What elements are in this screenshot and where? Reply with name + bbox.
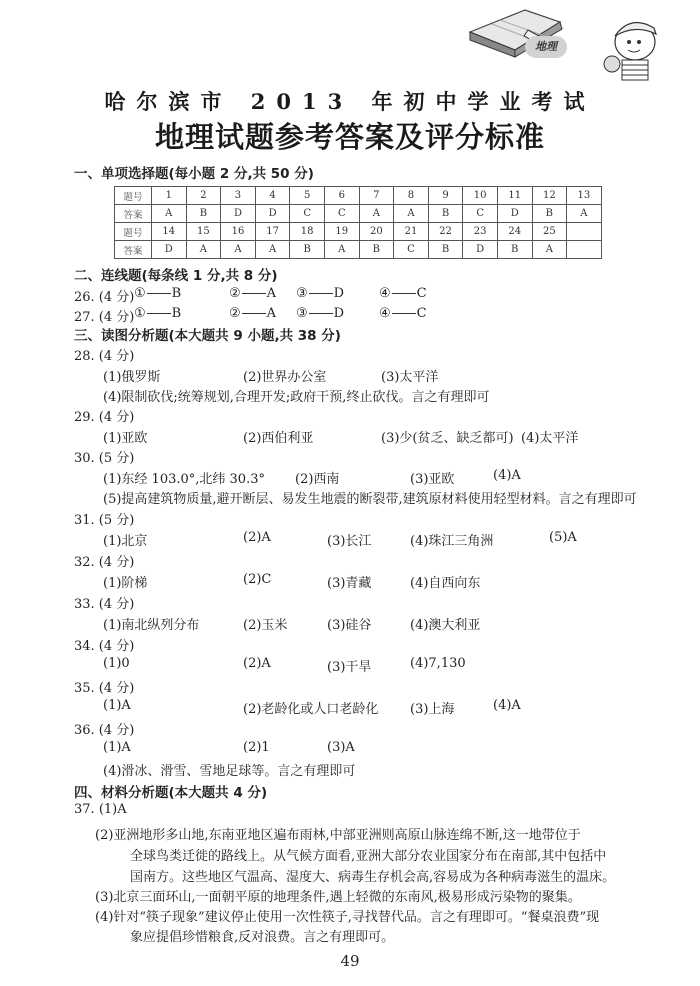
question-number: 22: [428, 223, 463, 241]
answer-4: (4)澳大利亚: [410, 618, 481, 633]
match-pair: ④ C: [379, 306, 427, 321]
answer-cell: B: [428, 205, 463, 223]
question-number: 17: [255, 223, 290, 241]
answer-cell: A: [532, 241, 567, 259]
answer-cell: A: [394, 205, 429, 223]
question-number: 10: [463, 187, 498, 205]
section-3-heading: 三、读图分析题(本大题共 9 小题,共 38 分): [74, 328, 341, 344]
question-number: 14: [152, 223, 187, 241]
answer-1: (1)0: [103, 656, 130, 671]
q31-label: 31. (5 分): [74, 513, 135, 528]
row-label: 答案: [115, 205, 152, 223]
q36-label: 36. (4 分): [74, 723, 135, 738]
question-number: 18: [290, 223, 325, 241]
answer-4: (4)A: [493, 698, 521, 713]
answer-cell: A: [567, 205, 602, 223]
answer-4: (4)7,130: [410, 656, 466, 671]
q30-answer-5: (5)提高建筑物质量,避开断层、易发生地震的断裂带,建筑原材料使用轻型材料。言之有理即可: [103, 492, 637, 507]
question-number: 25: [532, 223, 567, 241]
match-pair: ③ D: [296, 286, 345, 301]
answer-2: (2)1: [243, 740, 270, 755]
answer-cell: A: [255, 241, 290, 259]
question-number: 5: [290, 187, 325, 205]
answer-3: (3)少(贫乏、缺乏都可): [381, 431, 514, 446]
answer-2: (2)玉米: [243, 618, 288, 633]
question-number: 20: [359, 223, 394, 241]
connector-line: [309, 293, 333, 294]
exam-title: 哈尔滨市 2013 年初中学业考试: [104, 89, 596, 114]
answer-cell: A: [152, 205, 187, 223]
answer-cell: D: [463, 241, 498, 259]
table-row-answers-2: [115, 241, 602, 259]
question-number: 7: [359, 187, 394, 205]
connector-line: [309, 313, 333, 314]
q30-label: 30. (5 分): [74, 451, 135, 466]
answer-2: (2)老龄化或人口老龄化: [243, 702, 379, 717]
question-label: 26. (4 分): [74, 290, 135, 305]
answer-cell: B: [186, 205, 221, 223]
q35-label: 35. (4 分): [74, 681, 135, 696]
q36-answer-4: (4)滑冰、滑雪、雪地足球等。言之有理即可: [103, 764, 356, 779]
answer-cell: B: [497, 241, 532, 259]
empty-cell: [567, 241, 602, 259]
answer-cell: D: [255, 205, 290, 223]
q37-answer-3: (3)北京三面环山,一面朝平原的地理条件,遇上轻微的东南风,极易形成污染物的聚集。: [95, 890, 581, 905]
connector-line: [392, 293, 416, 294]
connector-line: [242, 313, 266, 314]
q37-answer-4-line-2: 象应提倡珍惜粮食,反对浪费。言之有理即可。: [130, 930, 395, 945]
answer-cell: A: [186, 241, 221, 259]
q37-answer-2-line-2: 全球鸟类迁徙的路线上。从气候方面看,亚洲大部分农业国家分布在南部,其中包括中: [130, 849, 607, 864]
answer-2: (2)A: [243, 530, 271, 545]
question-number: 6: [324, 187, 359, 205]
q37-answer-2-line-1: (2)亚洲地形多山地,东南亚地区遍布雨林,中部亚洲则高原山脉连绵不断,这一地带位于: [95, 828, 581, 843]
answer-3: (3)太平洋: [381, 370, 439, 385]
section-2-heading: 二、连线题(每条线 1 分,共 8 分): [74, 268, 278, 284]
empty-cell: [567, 223, 602, 241]
answer-cell: C: [463, 205, 498, 223]
row-label: 答案: [115, 241, 152, 259]
question-number: 23: [463, 223, 498, 241]
q32-label: 32. (4 分): [74, 555, 135, 570]
answer-cell: B: [359, 241, 394, 259]
table-row-numbers-2: [115, 223, 602, 241]
question-number: 2: [186, 187, 221, 205]
question-number: 8: [394, 187, 429, 205]
question-number: 1: [152, 187, 187, 205]
match-pair: ① B: [134, 306, 182, 321]
answer-2: (2)世界办公室: [243, 370, 327, 385]
question-number: 21: [394, 223, 429, 241]
cartoon-boy-icon: [604, 23, 656, 80]
question-number: 15: [186, 223, 221, 241]
row-label: 题号: [115, 187, 152, 205]
answer-4: (4)A: [493, 468, 521, 483]
answer-3: (3)亚欧: [410, 472, 455, 487]
question-number: 12: [532, 187, 567, 205]
match-pair: ④ C: [379, 286, 427, 301]
answer-5: (5)A: [549, 530, 577, 545]
q27-matching-row: [74, 306, 427, 325]
answer-table: [114, 186, 602, 259]
answer-1: (1)A: [98, 802, 127, 817]
answer-2: (2)西南: [295, 472, 340, 487]
answer-1: (1)亚欧: [103, 431, 148, 446]
q28-answer-4: (4)限制砍伐;统筹规划,合理开发;政府干预,终止砍伐。言之有理即可: [103, 390, 490, 405]
question-number: 9: [428, 187, 463, 205]
section-1-heading: 一、单项选择题(每小题 2 分,共 50 分): [74, 166, 314, 182]
answer-2: (2)西伯利亚: [243, 431, 314, 446]
q29-label: 29. (4 分): [74, 410, 135, 425]
question-number: 24: [497, 223, 532, 241]
answer-cell: A: [221, 241, 256, 259]
q37-answer-4-line-1: (4)针对“筷子现象”建议停止使用一次性筷子,寻找替代品。言之有理即可。“餐桌浪费”现: [95, 910, 600, 925]
answer-3: (3)干旱: [327, 660, 372, 675]
answer-cell: D: [221, 205, 256, 223]
answer-3: (3)硅谷: [327, 618, 372, 633]
answer-1: (1)东经 103.0°,北纬 30.3°: [103, 472, 265, 487]
answer-2: (2)A: [243, 656, 271, 671]
answer-cell: A: [359, 205, 394, 223]
answer-1: (1)北京: [103, 534, 148, 549]
answer-3: (3)长江: [327, 534, 372, 549]
answer-1: (1)阶梯: [103, 576, 148, 591]
row-label: 题号: [115, 223, 152, 241]
answer-1: (1)南北纵列分布: [103, 618, 200, 633]
answer-4: (4)太平洋: [521, 431, 579, 446]
question-label: 27. (4 分): [74, 310, 135, 325]
subject-badge: 地理: [525, 36, 567, 58]
document-title: 地理试题参考答案及评分标准: [154, 120, 545, 154]
connector-line: [242, 293, 266, 294]
answer-4: (4)自西向东: [410, 576, 481, 591]
answer-cell: B: [428, 241, 463, 259]
answer-cell: B: [532, 205, 567, 223]
q33-label: 33. (4 分): [74, 597, 135, 612]
answer-cell: C: [394, 241, 429, 259]
answer-4: (4)珠江三角洲: [410, 534, 494, 549]
answer-3: (3)青藏: [327, 576, 372, 591]
section-4-heading: 四、材料分析题(本大题共 4 分): [74, 785, 268, 801]
answer-cell: D: [497, 205, 532, 223]
question-number: 11: [497, 187, 532, 205]
question-number: 16: [221, 223, 256, 241]
match-pair: ① B: [134, 286, 182, 301]
match-pair: ② A: [229, 286, 277, 301]
q34-label: 34. (4 分): [74, 639, 135, 654]
answer-cell: D: [152, 241, 187, 259]
page-number: 49: [340, 952, 360, 970]
connector-line: [392, 313, 416, 314]
question-number: 37.: [74, 802, 95, 817]
q37-answer-2-line-3: 国南方。这些地区气温高、湿度大、病毒生存机会高,容易成为各种病毒滋生的温床。: [130, 870, 616, 885]
q26-matching-row: [74, 286, 427, 305]
answer-cell: A: [324, 241, 359, 259]
answer-3: (3)上海: [410, 702, 455, 717]
table-row-numbers-1: [115, 187, 602, 205]
question-number: 4: [255, 187, 290, 205]
match-pair: ③ D: [296, 306, 345, 321]
answer-cell: C: [290, 205, 325, 223]
match-pair: ② A: [229, 306, 277, 321]
question-number: 13: [567, 187, 602, 205]
connector-line: [147, 293, 171, 294]
answer-1: (1)A: [103, 698, 131, 713]
q28-label: 28. (4 分): [74, 349, 135, 364]
question-number: 19: [324, 223, 359, 241]
answer-3: (3)A: [327, 740, 355, 755]
connector-line: [147, 313, 171, 314]
answer-cell: B: [290, 241, 325, 259]
q37-label: [74, 802, 127, 817]
answer-1: (1)A: [103, 740, 131, 755]
answer-cell: C: [324, 205, 359, 223]
answer-1: (1)俄罗斯: [103, 370, 161, 385]
question-number: 3: [221, 187, 256, 205]
table-row-answers-1: [115, 205, 602, 223]
answer-2: (2)C: [243, 572, 272, 587]
